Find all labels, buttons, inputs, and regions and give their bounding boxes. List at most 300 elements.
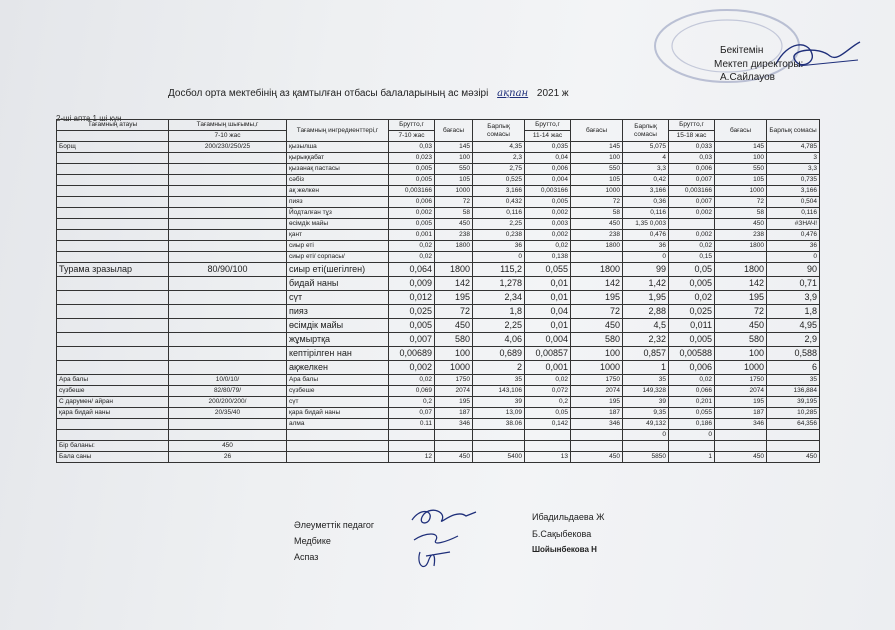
cell-b3: 0,007 [669,175,715,186]
cell-b1: 0,005 [389,175,435,186]
cell-p2: 238 [571,230,623,241]
table-row [57,419,820,430]
cell-portion [169,430,287,441]
cell-p1: 550 [435,164,473,175]
cell-p1: 1800 [435,241,473,252]
table-row [57,347,820,361]
cell-p2: 58 [571,208,623,219]
cell-ing: ақ желкен [287,186,389,197]
cell-p1: 142 [435,277,473,291]
cell-t3: 10,285 [767,408,820,419]
cell-p1 [435,430,473,441]
cell-b3: 0,002 [669,208,715,219]
sig-name-1: Ибадильдаева Ж [532,512,605,522]
cell-portion [169,197,287,208]
cell-t1: 2,3 [473,153,525,164]
cell-p2: 1800 [571,263,623,277]
cell-dish [57,230,169,241]
cell-t2: 99 [623,263,669,277]
cell-b2: 0,05 [525,408,571,419]
cell-t1: 2,75 [473,164,525,175]
cell-p3: 72 [715,305,767,319]
cell-b1 [389,430,435,441]
cell-p3: 580 [715,333,767,347]
cell-ing: пияз [287,305,389,319]
cell-b1: 0,001 [389,230,435,241]
cell-ing: алма [287,419,389,430]
col-dish: Тағамның атауы [57,120,169,131]
cell-ing: сәбіз [287,175,389,186]
cell-t2: 0 [623,252,669,263]
cell-b2: 0,002 [525,208,571,219]
cell-b1: 0,002 [389,361,435,375]
cell-t3: 35 [767,375,820,386]
cell-portion: 80/90/100 [169,263,287,277]
cell-t1: 115,2 [473,263,525,277]
cell-portion: 26 [169,452,287,463]
cell-dish [57,419,169,430]
cell-p2: 346 [571,419,623,430]
cell-dish [57,186,169,197]
cell-p2: 100 [571,347,623,361]
cell-t1: 35 [473,375,525,386]
sig-role-3: Аспаз [294,552,319,562]
cell-t2: 5,075 [623,142,669,153]
cell-p3 [715,441,767,452]
cell-p1: 450 [435,219,473,230]
cell-p3: 1800 [715,263,767,277]
cell-t2: 49,132 [623,419,669,430]
cell-t1: 38.06 [473,419,525,430]
cell-p2: 2074 [571,386,623,397]
cell-p1 [435,441,473,452]
cell-p2: 142 [571,277,623,291]
cell-t3: 1,8 [767,305,820,319]
cell-p2: 580 [571,333,623,347]
cell-t2: 1 [623,361,669,375]
cell-t2: 0 [623,430,669,441]
cell-p3: 195 [715,291,767,305]
cell-p1: 1750 [435,375,473,386]
cell-t2: 3,166 [623,186,669,197]
cell-dish: Борщ [57,142,169,153]
cell-b2: 0,001 [525,361,571,375]
cell-t3: 3 [767,153,820,164]
cell-portion [169,319,287,333]
cell-ing: сиыр еті [287,241,389,252]
col-total3: Барлық сомасы [767,120,820,142]
cell-b2: 0,004 [525,333,571,347]
sig-role-2: Медбике [294,536,331,546]
title-text: Досбол орта мектебінің аз қамтылған отбасы балаларының ас мәзірі [168,88,489,99]
cell-t2: 0,857 [623,347,669,361]
cell-t3: 0,476 [767,230,820,241]
cell-b2: 0,005 [525,197,571,208]
cell-t3: 0,735 [767,175,820,186]
table-row [57,164,820,175]
cell-t3: 0,116 [767,208,820,219]
cell-ing: кептірілген нан [287,347,389,361]
cell-b3: 0,02 [669,291,715,305]
cell-t3: 39,195 [767,397,820,408]
table-row [57,241,820,252]
cell-b2: 0,01 [525,277,571,291]
table-row [57,175,820,186]
cell-dish [57,197,169,208]
cell-ing: пияз [287,197,389,208]
cell-portion [169,347,287,361]
approval-position: Мектеп директоры: [714,59,804,70]
cell-p1: 1800 [435,263,473,277]
sig-role-1: Әлеуметтік педагог [294,520,375,530]
cell-b2: 0,138 [525,252,571,263]
cell-b3: 0,033 [669,142,715,153]
table-row [57,142,820,153]
cell-p2 [571,252,623,263]
cell-b1: 0,03 [389,142,435,153]
cell-t1: 0 [473,252,525,263]
cell-p2 [571,430,623,441]
cell-p3: 1000 [715,186,767,197]
total-row [57,441,820,452]
cell-portion [169,277,287,291]
sig-name-2: Б.Сақыбекова [532,529,592,539]
cell-b2: 0,04 [525,305,571,319]
cell-b2: 13 [525,452,571,463]
cell-t1: 36 [473,241,525,252]
cell-p2: 1000 [571,186,623,197]
cell-b2: 0,04 [525,153,571,164]
cell-b1: 0,02 [389,241,435,252]
cell-b2: 0,02 [525,375,571,386]
table-row [57,153,820,164]
cell-t1: 13,09 [473,408,525,419]
cell-b1: 0,069 [389,386,435,397]
cell-t3: 4,785 [767,142,820,153]
cell-dish [57,164,169,175]
cell-ing: өсімдік майы [287,219,389,230]
cell-p1: 346 [435,419,473,430]
cell-ing: сүт [287,397,389,408]
cell-b3: 0,005 [669,277,715,291]
cell-t2: 35 [623,375,669,386]
cell-p2: 105 [571,175,623,186]
table-row [57,219,820,230]
cell-portion [169,419,287,430]
table-row [57,291,820,305]
cell-t2: 2,88 [623,305,669,319]
cell-portion: 82/80/79/ [169,386,287,397]
cell-t3: 0,588 [767,347,820,361]
cell-b3: 0,201 [669,397,715,408]
cell-dish: сүзбеше [57,386,169,397]
cell-t2: 149,328 [623,386,669,397]
cell-b2: 0,003 [525,219,571,230]
cell-ing: сиыр еті(шегілген) [287,263,389,277]
cell-p3: 238 [715,230,767,241]
cell-t1: 4,06 [473,333,525,347]
cell-t2: 3,3 [623,164,669,175]
cell-p1: 450 [435,319,473,333]
cell-portion [169,230,287,241]
cell-t3: 2,9 [767,333,820,347]
cell-b2: 0,055 [525,263,571,277]
cell-b2: 0,00857 [525,347,571,361]
cell-ing: бидай наны [287,277,389,291]
subheader-blank [57,131,169,142]
cell-p2: 450 [571,452,623,463]
cell-t3: 64,356 [767,419,820,430]
cell-b1: 0,005 [389,319,435,333]
cell-ing: ақжелкен [287,361,389,375]
cell-p2: 1000 [571,361,623,375]
cell-b1: 0,064 [389,263,435,277]
cell-t1: 0,689 [473,347,525,361]
cell-ing: сүзбеше [287,386,389,397]
cell-t3: 4,95 [767,319,820,333]
cell-dish [57,241,169,252]
cell-t1 [473,441,525,452]
table-row [57,208,820,219]
cell-p3: 550 [715,164,767,175]
cell-b3: 0,05 [669,263,715,277]
table-row [57,375,820,386]
cell-p2: 145 [571,142,623,153]
cell-b1: 0,005 [389,219,435,230]
child-count-row [57,452,820,463]
table-row [57,197,820,208]
cell-b3: 0,02 [669,241,715,252]
cell-ing: Ара балы [287,375,389,386]
age-15-18: 15-18 жас [669,131,715,142]
cell-dish [57,347,169,361]
cell-p1: 450 [435,452,473,463]
cell-ing: қара бидай наны [287,408,389,419]
cell-b3: 0 [669,430,715,441]
cell-b3: 0,003166 [669,186,715,197]
cell-p1: 195 [435,291,473,305]
cell-t1: 2,25 [473,319,525,333]
cell-t1: 0,116 [473,208,525,219]
cell-dish [57,208,169,219]
cell-p3: 58 [715,208,767,219]
cell-dish [57,319,169,333]
cell-b2: 0,004 [525,175,571,186]
cell-p3 [715,430,767,441]
menu-table [56,119,820,463]
cell-ing: қызылша [287,142,389,153]
col-brutto1: Брутто,г [389,120,435,131]
approval-title: Бекітемін [720,45,764,56]
cell-b1: 0,02 [389,375,435,386]
cell-t3: 0,71 [767,277,820,291]
cell-t1 [473,430,525,441]
table-row [57,277,820,291]
page-title [168,88,569,99]
cell-p2: 187 [571,408,623,419]
cell-t3: 90 [767,263,820,277]
cell-p3: 142 [715,277,767,291]
cell-p1: 58 [435,208,473,219]
cell-t3: 3,3 [767,164,820,175]
cell-p2 [571,441,623,452]
cell-ing [287,430,389,441]
cell-dish [57,252,169,263]
cell-dish: Бала саны [57,452,169,463]
cell-p1: 1000 [435,361,473,375]
cell-p3: 450 [715,219,767,230]
cell-b1: 0,007 [389,333,435,347]
cell-b1: 0,003166 [389,186,435,197]
cell-t1: 3,166 [473,186,525,197]
cell-portion [169,252,287,263]
cell-p1: 580 [435,333,473,347]
cell-ing: өсімдік майы [287,319,389,333]
cell-t3: 136,884 [767,386,820,397]
cell-ing: сүт [287,291,389,305]
cell-ing: Йодталған тұз [287,208,389,219]
cell-dish: Турама зразылар [57,263,169,277]
cell-t3: #ЗНАЧ! [767,219,820,230]
table-row [57,305,820,319]
col-brutto2: Брутто,г [525,120,571,131]
table-row [57,386,820,397]
table-row [57,186,820,197]
cell-dish: қара бидай наны [57,408,169,419]
cell-portion: 10/0/10/ [169,375,287,386]
col-brutto3: Брутто,г [669,120,715,131]
cell-b1: 0,012 [389,291,435,305]
cell-portion [169,241,287,252]
cell-b3: 0,006 [669,361,715,375]
cell-p1 [435,252,473,263]
cell-p2: 450 [571,219,623,230]
cell-b2 [525,430,571,441]
cell-b1: 0,009 [389,277,435,291]
cell-t1: 0,432 [473,197,525,208]
cell-b1: 12 [389,452,435,463]
cell-p1: 100 [435,347,473,361]
cell-b3: 0,007 [669,197,715,208]
cell-t2: 36 [623,241,669,252]
cell-p1: 145 [435,142,473,153]
cell-p3: 1750 [715,375,767,386]
cell-b2: 0,035 [525,142,571,153]
cell-p2: 100 [571,153,623,164]
cell-b3: 0,02 [669,375,715,386]
cell-b2: 0,01 [525,291,571,305]
cell-portion [169,333,287,347]
cell-b2 [525,441,571,452]
cell-t1: 143,106 [473,386,525,397]
cell-p1: 100 [435,153,473,164]
col-price3: бағасы [715,120,767,142]
table-row [57,333,820,347]
title-year: 2021 ж [536,88,569,99]
cell-p2: 1750 [571,375,623,386]
cell-b2: 0,2 [525,397,571,408]
cell-dish: Бір баланы: [57,441,169,452]
cell-b2: 0,003166 [525,186,571,197]
cell-b3: 0,00588 [669,347,715,361]
age-7-10b: 7-10 жас [389,131,435,142]
cell-p3: 145 [715,142,767,153]
cell-b3 [669,219,715,230]
cell-dish [57,175,169,186]
cell-p2: 72 [571,305,623,319]
cell-dish: С дарумен/ айран [57,397,169,408]
cell-p3: 195 [715,397,767,408]
cell-portion [169,361,287,375]
cell-p2: 450 [571,319,623,333]
cell-portion: 20/35/40 [169,408,287,419]
cell-dish [57,430,169,441]
cell-t3: 0,504 [767,197,820,208]
col-total1: Барлық сомасы [473,120,525,142]
cell-portion [169,208,287,219]
cell-t3 [767,430,820,441]
cell-b2: 0,02 [525,241,571,252]
cell-portion [169,175,287,186]
cell-b1: 0,005 [389,164,435,175]
cell-t1: 39 [473,397,525,408]
cell-b1 [389,441,435,452]
cell-p3 [715,252,767,263]
cell-p2: 195 [571,397,623,408]
cell-b3: 0,055 [669,408,715,419]
cell-p2: 550 [571,164,623,175]
handwritten-month: ақпан [497,88,529,99]
cell-t3 [767,441,820,452]
cell-b1: 0,2 [389,397,435,408]
cell-b2: 0,072 [525,386,571,397]
cell-b1: 0,02 [389,252,435,263]
table-row [57,361,820,375]
cell-portion [169,219,287,230]
col-price2: бағасы [571,120,623,142]
cell-ing: қырыққабат [287,153,389,164]
cell-p3: 105 [715,175,767,186]
cell-p1: 187 [435,408,473,419]
subtitle: 2-ші апта 1 ші күн [56,114,122,123]
cell-p3: 72 [715,197,767,208]
cell-p1: 238 [435,230,473,241]
cell-b1: 0,025 [389,305,435,319]
cell-p2: 195 [571,291,623,305]
cell-b1: 0,002 [389,208,435,219]
cell-b3: 0,15 [669,252,715,263]
cell-t2: 0,36 [623,197,669,208]
cell-b3: 0,005 [669,333,715,347]
cell-dish [57,291,169,305]
cell-p3: 100 [715,153,767,164]
cell-portion [169,186,287,197]
table-row [57,408,820,419]
cell-p3: 100 [715,347,767,361]
cell-b3: 0,002 [669,230,715,241]
age-11-14: 11-14 жас [525,131,571,142]
cell-t2: 1,35 0,003 [623,219,669,230]
cell-dish: Ара балы [57,375,169,386]
table-row [57,397,820,408]
cell-p2: 1800 [571,241,623,252]
cell-ing: сиыр еті/ сорпасы/ [287,252,389,263]
cell-b1: 0,023 [389,153,435,164]
cell-t2: 4 [623,153,669,164]
cell-b3: 0,011 [669,319,715,333]
cell-portion [169,164,287,175]
cell-ing: қант [287,230,389,241]
